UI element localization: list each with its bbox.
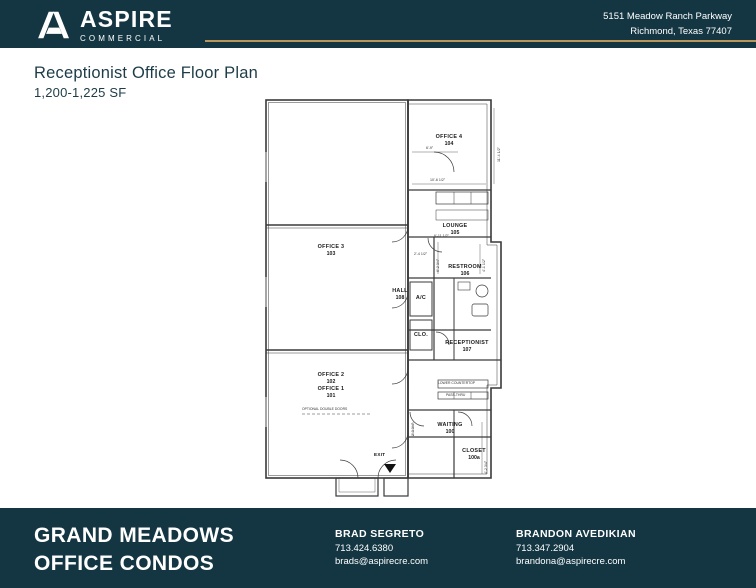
room-label-office-4: OFFICE 4 104 — [435, 134, 463, 147]
dim-lounge-height: 6'-2 3/4" — [436, 258, 440, 272]
dim-office4-top: 6'-9" — [426, 146, 434, 150]
exit-label: EXIT — [374, 452, 386, 457]
dim-restroom-height: 4'-1 1/2" — [482, 258, 486, 272]
contact-phone[interactable]: 713.347.2904 — [516, 543, 575, 554]
contact-name: BRAD SEGRETO — [335, 528, 425, 540]
address-line-2: Richmond, Texas 77407 — [630, 25, 732, 37]
exit-arrow-icon — [384, 464, 396, 473]
room-label-closet: CLOSET 100a — [462, 448, 486, 461]
page-subtitle: 1,200-1,225 SF — [34, 85, 127, 100]
project-name — [34, 522, 234, 578]
contact-brandon-avedikian — [516, 528, 636, 567]
room-label-ac: A/C — [415, 295, 427, 301]
annotation-optional-double-doors: OPTIONAL DOUBLE DOORS — [302, 407, 348, 411]
dim-reception-small: 2'-3 3/4" — [411, 422, 415, 436]
floor-plan-svg — [258, 92, 510, 497]
header-address — [603, 10, 732, 39]
room-label-hall: HALL 108 — [392, 288, 408, 301]
contact-phone[interactable]: 713.424.6380 — [335, 543, 394, 554]
project-name-line-2: OFFICE CONDOS — [34, 551, 215, 575]
room-label-receptionist: RECEPTIONIST 107 — [445, 340, 489, 353]
contact-email[interactable]: brads@aspirecre.com — [335, 556, 429, 567]
contact-email[interactable]: brandona@aspirecre.com — [516, 556, 626, 567]
brand-subtitle: COMMERCIAL — [80, 34, 166, 43]
contact-brad-segreto — [335, 528, 428, 567]
header-gold-divider — [205, 40, 756, 42]
annotation-lower-countertop: LOWER COUNTERTOP — [438, 381, 475, 385]
title-block — [34, 64, 258, 100]
room-label-waiting: WAITING 100 — [437, 422, 463, 435]
page-title: Receptionist Office Floor Plan — [34, 64, 258, 82]
room-label-closet-small: CLO. — [413, 332, 429, 338]
dim-lounge-width: 6'-11 1/2" — [434, 234, 449, 238]
room-label-restroom: RESTROOM 106 — [448, 264, 482, 277]
page-footer — [0, 508, 756, 588]
page-header — [0, 0, 756, 48]
floor-plan-drawing — [258, 92, 510, 497]
dim-waiting-height: 4'-2 3/4" — [484, 460, 488, 474]
dim-office4-width: 10'-6 1/2" — [430, 178, 446, 182]
room-label-office-3: OFFICE 3 103 — [317, 244, 345, 257]
room-label-office-2: OFFICE 2 102 — [317, 372, 345, 385]
room-label-lounge: LOUNGE 105 — [442, 223, 468, 236]
dim-restroom-width: 2'-4 1/2" — [414, 252, 428, 256]
room-label-office-1-real: OFFICE 1 101 — [317, 386, 345, 399]
brand-name: ASPIRE — [80, 6, 173, 32]
annotation-pass-thru: PASS-THRU — [446, 393, 466, 397]
project-name-line-1: GRAND MEADOWS — [34, 524, 235, 547]
address-line-1: 5151 Meadow Ranch Parkway — [603, 11, 732, 22]
dim-office4-height: 11'-4 1/2" — [497, 147, 501, 162]
brand-logo — [36, 8, 173, 43]
aspire-a-mark-icon — [36, 10, 72, 40]
contact-name: BRANDON AVEDIKIAN — [516, 528, 636, 540]
